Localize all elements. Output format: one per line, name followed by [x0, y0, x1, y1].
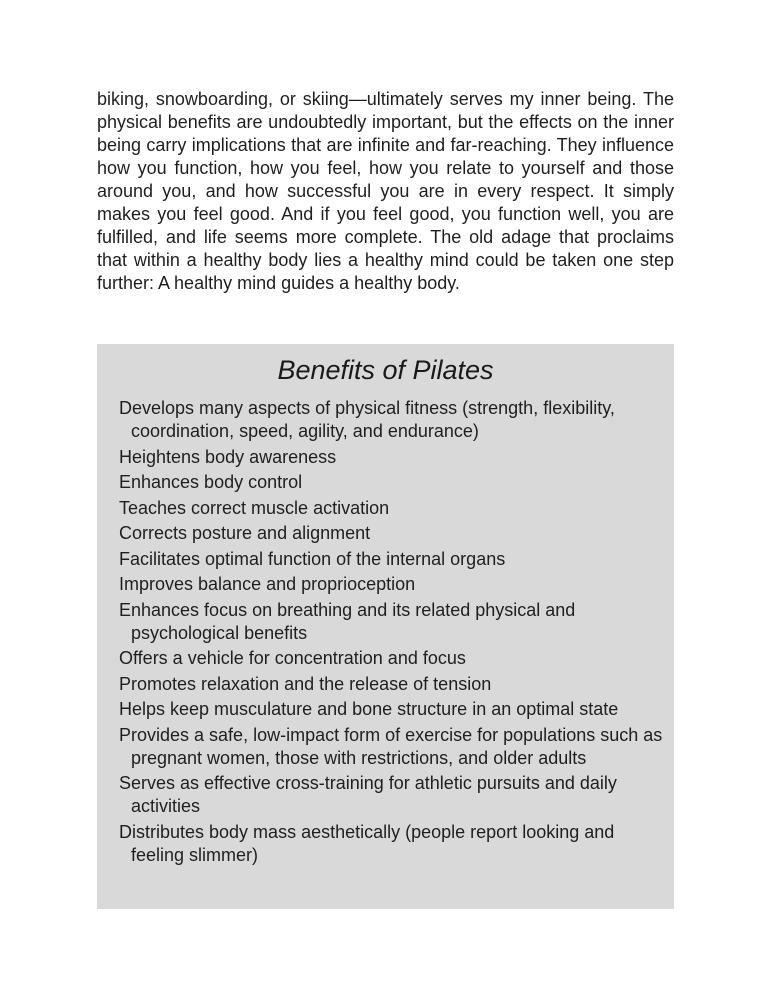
list-item: Serves as effective cross-training for athletic pursuits and daily activities	[119, 773, 617, 816]
list-item: Facilitates optimal function of the internal organs	[119, 548, 506, 569]
benefits-list	[119, 397, 667, 869]
list-item: Offers a vehicle for concentration and focus	[119, 648, 466, 668]
list-item: Heightens body awareness	[119, 446, 337, 467]
list-item: Provides a safe, low-impact form of exercise for populations such as pregnant women, those with restrictions, and older adults	[119, 724, 663, 768]
list-item: Helps keep musculature and bone structure in an optimal state	[119, 699, 619, 719]
list-item: Enhances body control	[119, 472, 303, 492]
list-item: Corrects posture and alignment	[119, 523, 371, 543]
list-item: Develops many aspects of physical fitness (strength, flexibility, coordination, speed, agility, and endurance)	[119, 398, 615, 441]
benefits-sidebar	[97, 344, 674, 909]
list-item: Promotes relaxation and the release of tension	[119, 673, 492, 694]
sidebar-title: Benefits of Pilates	[277, 355, 494, 385]
list-item: Improves balance and proprioception	[119, 574, 416, 594]
list-item: Teaches correct muscle activation	[119, 497, 390, 518]
list-item: Enhances focus on breathing and its related physical and psychological benefits	[119, 599, 576, 643]
body-paragraph: biking, snowboarding, or skiing—ultimately serves my inner being. The physical benefits are undoubtedly important, but the effects on the inner being carry implications that are infinite and far-reaching. They influence how you function, how you feel, how you relate to yourself and those around you, and how successful you are in every respect. It simply makes you feel good. And if you feel good, you function well, you are fulfilled, and life seems more complete. The old adage that proclaims that within a healthy body lies a healthy mind could be taken one step further: A healthy mind guides a healthy body.	[97, 89, 674, 293]
list-item: Distributes body mass aesthetically (people report looking and feeling slimmer)	[119, 821, 615, 865]
